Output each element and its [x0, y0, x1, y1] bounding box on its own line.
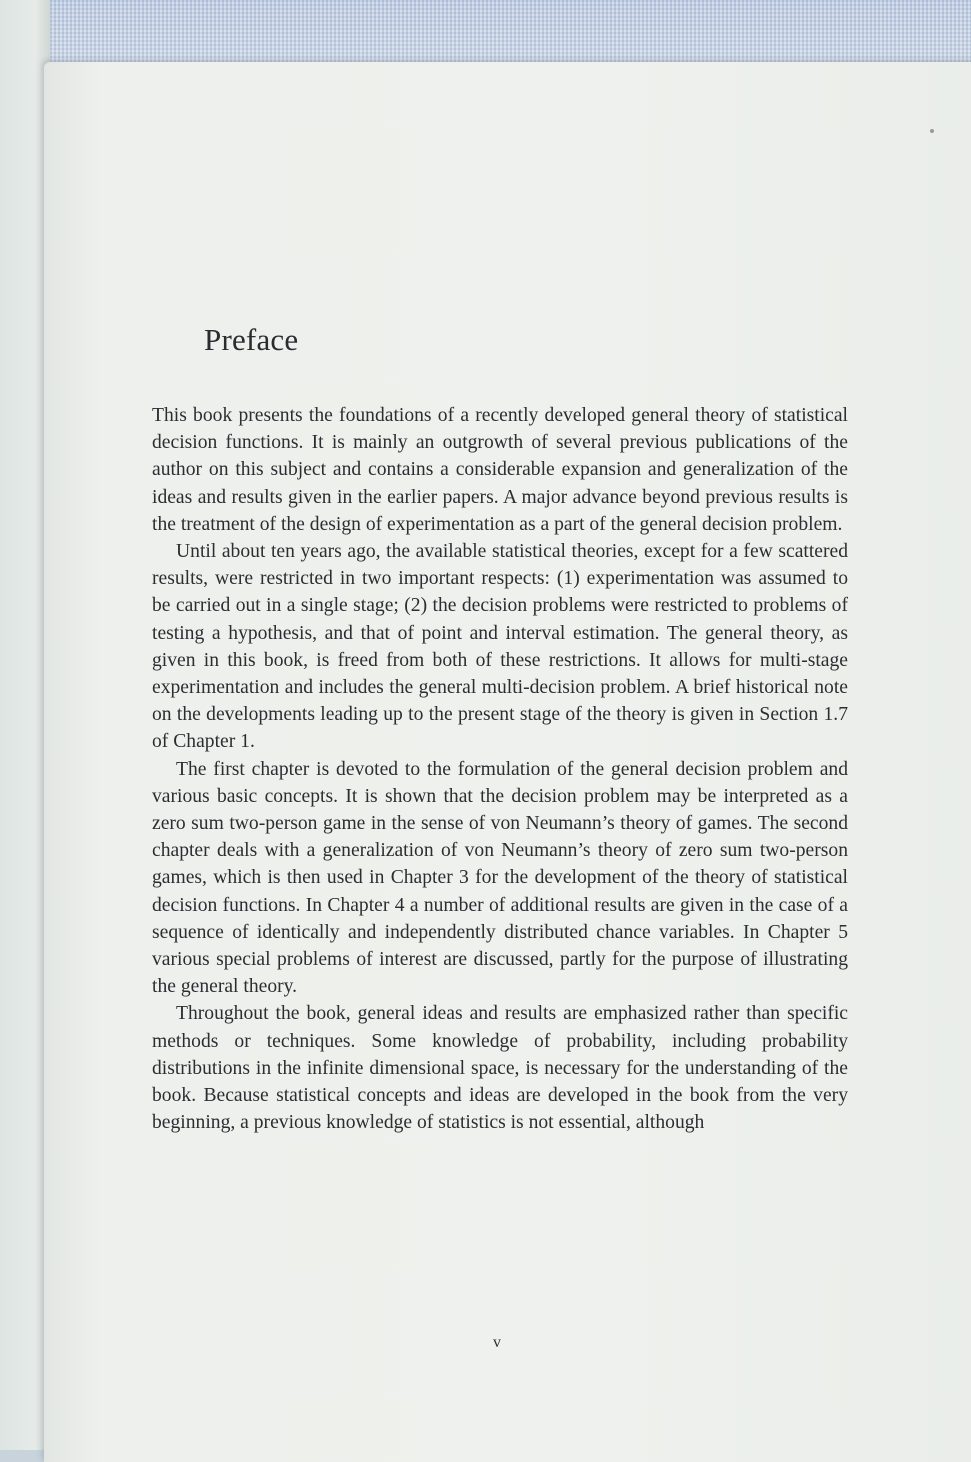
facing-page-edge: [0, 0, 50, 1450]
paragraph-2: Until about ten years ago, the available statistical theories, except for a few scattered results, were restricted in two important respects: (1) experimentation was assumed to be carried out in a single stage; (2) the decision problems were restricted to problems of testing a hypothesis, and that of point and interval estimation. The general theory, as given in this book, is freed from both of these restrictions. It allows for multi-stage experimentation and includes the general multi-decision problem. A brief historical note on the developments leading up to the present stage of the theory is given in Section 1.7 of Chapter 1.: [152, 541, 848, 753]
paragraph-4: Throughout the book, general ideas and results are emphasized rather than specific methods or techniques. Some knowledge of probability, including probability distributions in the infinite dimensional space, is necessary for the understanding of the book. Because statistical concepts and ideas are developed in the book from the very beginning, a previous knowledge of statistics is not essential, although: [152, 1003, 848, 1134]
paragraph-1: This book presents the foundations of a recently developed general theory of statistical decision functions. It is mainly an outgrowth of several previous publications of the author on this subject and contains a considerable expansion and generalization of the ideas and results given in the earlier papers. A major advance beyond previous results is the treatment of the design of experimentation as a part of the general decision problem.: [152, 405, 848, 535]
paragraph-3: The first chapter is devoted to the formulation of the general decision problem and various basic concepts. It is shown that the decision problem may be interpreted as a zero sum two-person game in the sense of von Neumann’s theory of games. The second chapter deals with a generalization of von Neumann’s theory of zero sum two-person games, which is then used in Chapter 3 for the development of the theory of statistical decision functions. In Chapter 4 a number of additional results are given in the case of a sequence of identically and independently distributed chance variables. In Chapter 5 various special problems of interest are discussed, partly for the purpose of illustrating the general theory.: [152, 758, 848, 998]
preface-body: [152, 402, 848, 1136]
page-title: Preface: [204, 322, 299, 357]
paper-speck: [930, 129, 934, 133]
page-number: v: [493, 1334, 501, 1351]
